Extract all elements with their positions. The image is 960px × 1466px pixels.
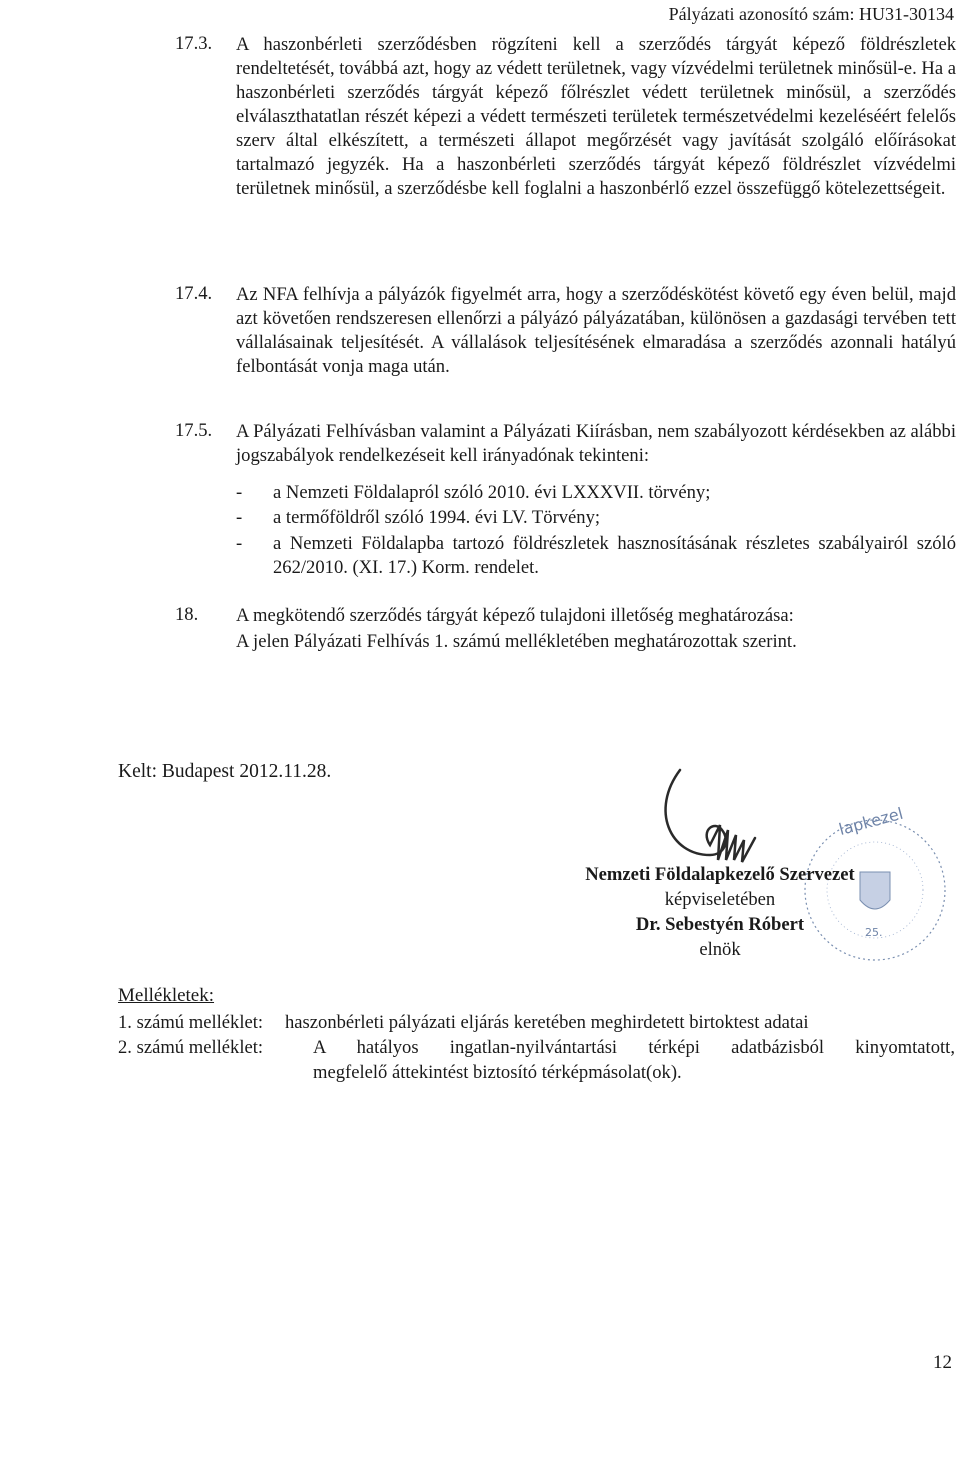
bullet-dash: - — [236, 482, 243, 503]
annex-text-1: haszonbérleti pályázati eljárás keretében meghirdetett birtoktest adatai — [285, 1012, 809, 1033]
annex-text-2: A hatályos ingatlan-nyilvántartási térképi adatbázisból kinyomtatott, — [313, 1037, 955, 1058]
section-number-17-5: 17.5. — [175, 420, 213, 441]
section-text-17-3: A haszonbérleti szerződésben rögzíteni kell a szerződés tárgyát képező földrészletek rendeltetését, továbbá azt, hogy az védett területnek, vagy vízvédelmi területnek minősül-e. Ha a haszonbérleti szerződés tárgyát képező főlrészlet védett területnek minősül, a szerződés elválaszthatatlan részét képezi a védett természeti területek természetvédelmi kezeléséért felelős szerv által elkészített, a természeti állapot megőrzését vagy javítását szolgáló előírásokat tartalmazó jegyzék. Ha a haszonbérleti szerződés tárgyát képező földrészlet vízvédelmi területnek minősül, a szerződésbe kell foglalni a haszonbérlő ezzel összefüggő kötelezettségeit. — [236, 34, 956, 199]
annex-label-1: 1. számú melléklet: — [118, 1012, 264, 1033]
handwritten-signature-icon — [666, 770, 755, 862]
section-number-18: 18. — [175, 604, 199, 625]
bullet-dash: - — [236, 533, 243, 554]
bullet-item-law-1994: a termőföldről szóló 1994. évi LV. Törvény; — [273, 507, 601, 528]
document-reference: Pályázati azonosító szám: HU31-30134 — [668, 4, 954, 24]
section-number-17-3: 17.3. — [175, 33, 213, 54]
signature-block — [520, 862, 920, 962]
annex-text-2-cont: megfelelő áttekintést biztosító térképmásolat(ok). — [313, 1062, 682, 1083]
signatory-organization: Nemzeti Földalapkezelő Szervezet — [585, 864, 855, 885]
section-text-18-line1: A megkötendő szerződés tárgyát képező tulajdoni illetőség meghatározása: — [236, 605, 794, 626]
page-number: 12 — [933, 1352, 952, 1373]
signatory-capacity: képviseletében — [664, 889, 776, 910]
section-text-17-4: Az NFA felhívja a pályázók figyelmét arra, hogy a szerződéskötést követő egy éven belül, majd azt követően rendszeresen ellenőrzi a pályázó pályázatában, különösen a gazdasági tervében tett vállalásainak teljesítését. A vállalások teljesítésének elmaradása a szerződés azonnali hatályú felbontását vonja maga után. — [236, 284, 956, 377]
annexes-title: Mellékletek: — [118, 985, 215, 1006]
bullet-dash: - — [236, 507, 243, 528]
section-text-18-line2: A jelen Pályázati Felhívás 1. számú mellékletében meghatározottak szerint. — [236, 631, 797, 652]
annex-label-2: 2. számú melléklet: — [118, 1037, 264, 1058]
signatory-title: elnök — [699, 939, 741, 960]
signatory-name: Dr. Sebestyén Róbert — [635, 914, 805, 935]
bullet-item-law-2010: a Nemzeti Földalapról szóló 2010. évi LXXXVII. törvény; — [273, 482, 711, 503]
svg-text:lapkezel: lapkezel — [836, 803, 906, 840]
bullet-item-decree: a Nemzeti Földalapba tartozó földrészletek hasznosításának részletes szabályairól szóló 262/2010. (XI. 17.) Korm. rendelet. — [273, 533, 956, 578]
section-number-17-4: 17.4. — [175, 283, 213, 304]
date-line: Kelt: Budapest 2012.11.28. — [118, 761, 332, 782]
section-text-17-5: A Pályázati Felhívásban valamint a Pályázati Kiírásban, nem szabályozott kérdésekben az alábbi jogszabályok rendelkezéseit kell irányadónak tekinteni: — [236, 421, 956, 466]
svg-text:25.: 25. — [865, 926, 883, 939]
